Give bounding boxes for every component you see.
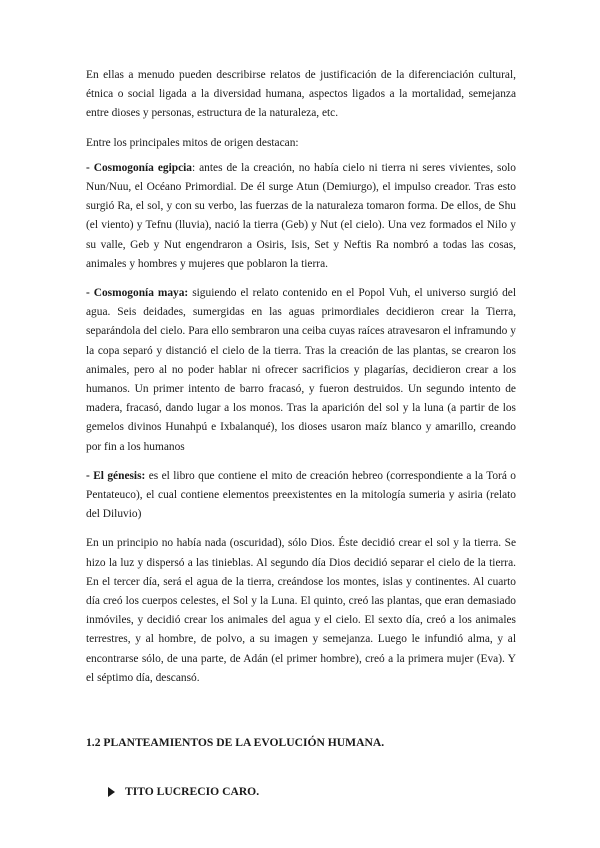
myth-text: es el libro que contiene el mito de creación hebreo (correspondiente a la Torá o Pentateuco), el cual contiene elementos preexistentes en la mitología sumeria y asiria (relato del Diluvio) [86,469,516,521]
bullet-item [108,782,516,801]
myth-egipcia [86,159,516,274]
myth-genesis [86,467,516,525]
myth-title: - Cosmogonía maya: [86,287,189,300]
lead-paragraph: Entre los principales mitos de origen destacan: [86,136,299,149]
arrow-bullet-icon [108,787,115,797]
section-heading: 1.2 PLANTEAMIENTOS DE LA EVOLUCIÓN HUMANA. [86,736,385,750]
myth-title: - Cosmogonía egipcia [86,161,192,174]
myth-text: siguiendo el relato contenido en el Popol Vuh, el universo surgió del agua. Seis deidades, sumergidas en las aguas primordiales decidieron crear la Tierra, separándola del cielo. Para ello sembraron una ceiba cuyas raíces atravesaron el inframundo y la copa separó y distanció el cielo de la tierra. Tras la creación de las plantas, se crearon los animales, pero al no poder hablar ni ofrecer sacrificios y plagarías, decidieron crear a los humanos. Un primer intento de barro fracasó, y fueron destruidos. Un segundo intento de madera, fracasó, dando lugar a los monos. Tras la aparición del sol y la luna (a partir de los gemelos divinos Hunahpú e Ixbalanqué), los dioses usaron maíz blanco y amarillo, creando por fin a los humanos [86,287,516,453]
myth-maya [86,284,516,457]
myth-text: : antes de la creación, no había cielo ni tierra ni seres vivientes, solo Nun/Nuu, el Océano Primordial. De él surge Atun (Demiurgo), el impulso creador. Tras esto surgió Ra, el sol, y con su verbo, las fuerzas de la naturaleza tomaron forma. De ellos, de Shu (el viento) y Tefnu (lluvia), nació la tierra (Geb) y Nut (el cielo). Una vez formados el Nilo y su valle, Geb y Nut engendraron a Osiris, Isis, Set y Neftis Ra nombró a todas las cosas, animales y hombres y mujeres que poblaron la tierra. [86,161,517,270]
intro-paragraph: En ellas a menudo pueden describirse relatos de justificación de la diferenciación cultural, étnica o social ligada a la diversidad humana, aspectos ligados a la mortalidad, semejanza entre dioses y personas, estructura de la naturaleza, etc. [86,69,516,120]
genesis-paragraph: En un principio no había nada (oscuridad), sólo Dios. Éste decidió crear el sol y la tierra. Se hizo la luz y dispersó a las tinieblas. Al segundo día Dios decidió separar el cielo de la tierra. En el tercer día, será el agua de la tierra, creándose los montes, islas y continentes. Al cuarto día creó los cuerpos celestes, el Sol y la Luna. El quinto, creó las plantas, que eran demasiado inmóviles, y decidió crear los animales del agua y el cielo. El sexto día, creó a los animales terrestres, y al hombre, de polvo, a su imagen y semejanza. Luego le infundió alma, y al encontrarse sólo, de una parte, de Adán (el primer hombre), creó a la primera mujer (Eva). Y el séptimo día, descansó. [86,537,516,684]
myth-title: - El génesis: [86,469,146,482]
bullet-heading: TITO LUCRECIO CARO. [125,785,260,799]
